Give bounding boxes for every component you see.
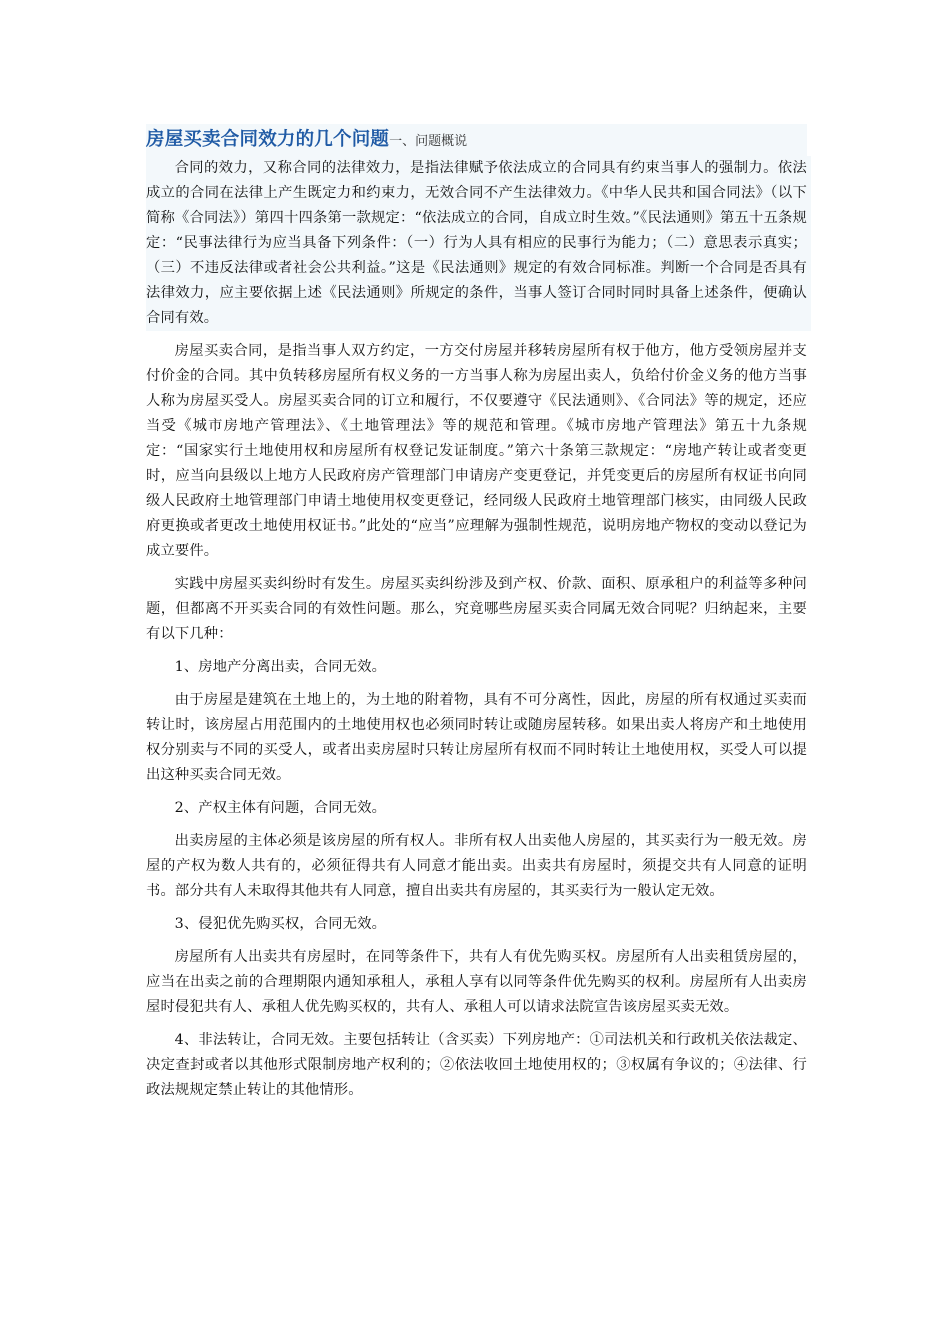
paragraph-item-1: 由于房屋是建筑在土地上的，为土地的附着物，具有不可分离性，因此，房屋的所有权通过买卖而转让时，该房屋占用范围内的土地使用权也必须同时转让或随房屋转移。如果出卖人将房产和土地使用权分别卖与不同的买受人，或者出卖房屋时只转让房屋所有权而不同时转让土地使用权，买受人可以提出这种买卖合同无效。: [146, 692, 807, 783]
section-heading: 一、问题概说: [389, 134, 468, 149]
list-heading-1: 1、房地产分离出卖，合同无效。: [174, 659, 387, 675]
document-body: [146, 124, 807, 1103]
document-title: 房屋买卖合同效力的几个问题: [146, 129, 390, 150]
paragraph-item-2: 出卖房屋的主体必须是该房屋的所有权人。非所有权人出卖他人房屋的，其买卖行为一般无效。房屋的产权为数人共有的，必须征得共有人同意才能出卖。出卖共有房屋时，须提交共有人同意的证明书。部分共有人未取得其他共有人同意，擅自出卖共有房屋的，其买卖行为一般认定无效。: [146, 833, 807, 899]
list-heading-3: 3、侵犯优先购买权，合同无效。: [174, 916, 387, 932]
paragraph-disputes-overview: 实践中房屋买卖纠纷时有发生。房屋买卖纠纷涉及到产权、价款、面积、原承租户的利益等多种问题，但都离不开买卖合同的有效性问题。那么，究竟哪些房屋买卖合同属无效合同呢？归纳起来，主要有以下几种：: [146, 576, 807, 642]
paragraph-contract-validity: 合同的效力，又称合同的法律效力，是指法律赋予依法成立的合同具有约束当事人的强制力。依法成立的合同在法律上产生既定力和约束力，无效合同不产生法律效力。《中华人民共和国合同法》（以下简称《合同法》）第四十四条第一款规定：“依法成立的合同，自成立时生效。”《民法通则》第五十五条规定：“民事法律行为应当具备下列条件：（一）行为人具有相应的民事行为能力；（二）意思表示真实；（三）不违反法律或者社会公共利益。”这是《民法通则》规定的有效合同标准。判断一个合同是否具有法律效力，应主要依据上述《民法通则》所规定的条件，当事人签订合同时同时具备上述条件，便确认合同有效。: [146, 156, 811, 331]
paragraph-item-4: 4、非法转让，合同无效。主要包括转让（含买卖）下列房地产：①司法机关和行政机关依法裁定、决定查封或者以其他形式限制房地产权利的；②依法收回土地使用权的；③权属有争议的；④法律、行政法规规定禁止转让的其他情形。: [146, 1032, 807, 1098]
title-line: [146, 124, 807, 156]
paragraph-item-3: 房屋所有人出卖共有房屋时，在同等条件下，共有人有优先购买权。房屋所有人出卖租赁房屋的，应当在出卖之前的合理期限内通知承租人，承租人享有以同等条件优先购买的权利。房屋所有人出卖房屋时侵犯共有人、承租人优先购买权的，共有人、承租人可以请求法院宣告该房屋买卖无效。: [146, 949, 807, 1015]
list-heading-2: 2、产权主体有问题，合同无效。: [174, 800, 387, 816]
paragraph-house-sale-contract: 房屋买卖合同，是指当事人双方约定，一方交付房屋并移转房屋所有权于他方，他方受领房屋并支付价金的合同。其中负转移房屋所有权义务的一方当事人称为房屋出卖人，负给付价金义务的他方当事人称为房屋买受人。房屋买卖合同的订立和履行，不仅要遵守《民法通则》、《合同法》等的规定，还应当受《城市房地产管理法》、《土地管理法》等的规范和管理。《城市房地产管理法》第五十九条规定：“国家实行土地使用权和房屋所有权登记发证制度。”第六十条第三款规定：“房地产转让或者变更时，应当向县级以上地方人民政府房产管理部门申请房产变更登记，并凭变更后的房屋所有权证书向同级人民政府土地管理部门申请土地使用权变更登记，经同级人民政府土地管理部门核实，由同级人民政府更换或者更改土地使用权证书。”此处的“应当”应理解为强制性规范，说明房地产物权的变动以登记为成立要件。: [146, 343, 807, 559]
